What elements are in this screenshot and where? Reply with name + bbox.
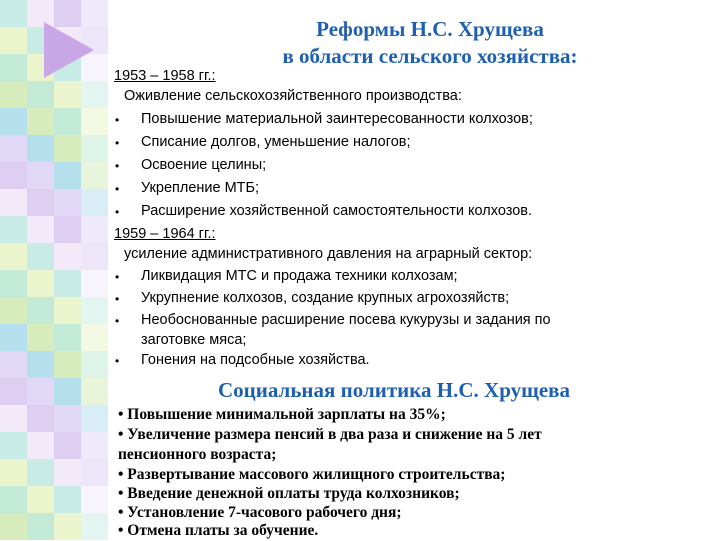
decorative-tile <box>27 351 54 378</box>
decorative-tile <box>54 297 81 324</box>
decorative-tile <box>27 432 54 459</box>
social-item: • Установление 7-часового рабочего дня; <box>118 504 402 521</box>
bullet-icon: • <box>115 113 120 127</box>
period1-intro: Оживление сельскохозяйственного производства: <box>124 88 462 104</box>
decorative-tile <box>27 324 54 351</box>
decorative-tile <box>0 54 27 81</box>
decorative-tile <box>0 351 27 378</box>
decorative-tile <box>81 108 108 135</box>
decorative-tile <box>81 135 108 162</box>
decorative-tile <box>0 216 27 243</box>
decorative-tile <box>27 405 54 432</box>
social-item: • Повышение минимальной зарплаты на 35%; <box>118 406 446 423</box>
decorative-tile <box>0 108 27 135</box>
decorative-tile <box>54 81 81 108</box>
decorative-tile <box>54 486 81 513</box>
bullet-icon: • <box>115 292 120 306</box>
decorative-tile <box>27 162 54 189</box>
period2-intro: усиление административного давления на аграрный сектор: <box>124 246 533 262</box>
period2-heading: 1959 – 1964 гг.: <box>114 226 216 242</box>
social-item: • Отмена платы за обучение. <box>118 522 319 539</box>
decorative-tile <box>0 270 27 297</box>
decorative-tile <box>81 297 108 324</box>
decorative-tile <box>54 189 81 216</box>
decorative-tile <box>0 81 27 108</box>
decorative-tile <box>27 378 54 405</box>
section-title-social-policy: Социальная политика Н.С. Хрущева <box>218 378 571 402</box>
social-item-continuation: пенсионного возраста; <box>118 446 277 463</box>
social-item: • Развертывание массового жилищного строительства; <box>118 466 506 483</box>
decorative-tile <box>54 432 81 459</box>
decorative-tile <box>0 513 27 540</box>
period2-item: Гонения на подсобные хозяйства. <box>141 352 370 368</box>
page-title-line1: Реформы Н.С. Хрущева <box>316 17 544 41</box>
decorative-tile <box>54 405 81 432</box>
period1-item: Освоение целины; <box>141 157 267 173</box>
social-item: • Увеличение размера пенсий в два раза и снижение на 5 лет <box>118 426 542 443</box>
decorative-tile <box>81 432 108 459</box>
period1-heading: 1953 – 1958 гг.: <box>114 68 216 84</box>
decorative-tile <box>81 324 108 351</box>
decorative-tile <box>0 459 27 486</box>
decorative-tile <box>54 270 81 297</box>
decorative-tile <box>0 0 27 27</box>
decorative-tile <box>0 432 27 459</box>
decorative-tile <box>0 189 27 216</box>
decorative-tile <box>27 189 54 216</box>
decorative-tile <box>54 135 81 162</box>
decorative-tile <box>81 189 108 216</box>
period1-item: Расширение хозяйственной самостоятельности колхозов. <box>141 203 532 219</box>
decorative-tile <box>54 162 81 189</box>
bullet-icon: • <box>115 182 120 196</box>
decorative-tile <box>81 459 108 486</box>
decorative-tile <box>81 216 108 243</box>
decorative-tile <box>81 81 108 108</box>
decorative-tile <box>27 513 54 540</box>
period1-item: Повышение материальной заинтересованности колхозов; <box>141 111 533 127</box>
decorative-tile <box>81 378 108 405</box>
decorative-side-strip <box>0 0 108 540</box>
decorative-tile <box>0 297 27 324</box>
bullet-icon: • <box>115 136 120 150</box>
period2-item: Укрупнение колхозов, создание крупных агрохозяйств; <box>141 290 510 306</box>
decorative-tile <box>27 216 54 243</box>
bullet-icon: • <box>115 205 120 219</box>
decorative-tile <box>81 243 108 270</box>
decorative-tile <box>54 459 81 486</box>
decorative-tile <box>27 270 54 297</box>
bullet-icon: • <box>115 159 120 173</box>
decorative-tile <box>54 108 81 135</box>
decorative-tile <box>54 378 81 405</box>
decorative-tile <box>0 135 27 162</box>
decorative-tile <box>27 459 54 486</box>
period2-item-continuation: заготовке мяса; <box>141 332 247 348</box>
decorative-tile <box>81 351 108 378</box>
period1-item: Укрепление МТБ; <box>141 180 260 196</box>
page-title-line2: в области сельского хозяйства: <box>282 44 578 68</box>
bullet-icon: • <box>115 314 120 328</box>
bullet-icon: • <box>115 270 120 284</box>
decorative-tile <box>27 486 54 513</box>
decorative-tile <box>0 324 27 351</box>
decorative-tile <box>27 297 54 324</box>
decorative-tile <box>81 513 108 540</box>
decorative-tile <box>54 513 81 540</box>
decorative-tile <box>0 405 27 432</box>
decorative-tile <box>27 243 54 270</box>
decorative-tile <box>54 351 81 378</box>
decorative-tile <box>0 486 27 513</box>
social-item: • Введение денежной оплаты труда колхозников; <box>118 485 460 502</box>
decorative-tile <box>0 243 27 270</box>
decorative-tile <box>0 378 27 405</box>
period2-item: Ликвидация МТС и продажа техники колхозам; <box>141 268 458 284</box>
decorative-tile <box>54 243 81 270</box>
decorative-tile <box>0 162 27 189</box>
triangle-arrow-icon <box>44 22 94 78</box>
decorative-tile <box>27 108 54 135</box>
decorative-tile <box>81 270 108 297</box>
bullet-icon: • <box>115 354 120 368</box>
period1-item: Списание долгов, уменьшение налогов; <box>141 134 411 150</box>
decorative-tile <box>27 135 54 162</box>
decorative-tile <box>81 405 108 432</box>
decorative-tile <box>54 216 81 243</box>
decorative-tile <box>81 486 108 513</box>
decorative-tile <box>54 324 81 351</box>
decorative-tile <box>27 81 54 108</box>
period2-item: Необоснованные расширение посева кукурузы и задания по <box>141 312 551 328</box>
decorative-tile <box>0 27 27 54</box>
decorative-tile <box>81 162 108 189</box>
